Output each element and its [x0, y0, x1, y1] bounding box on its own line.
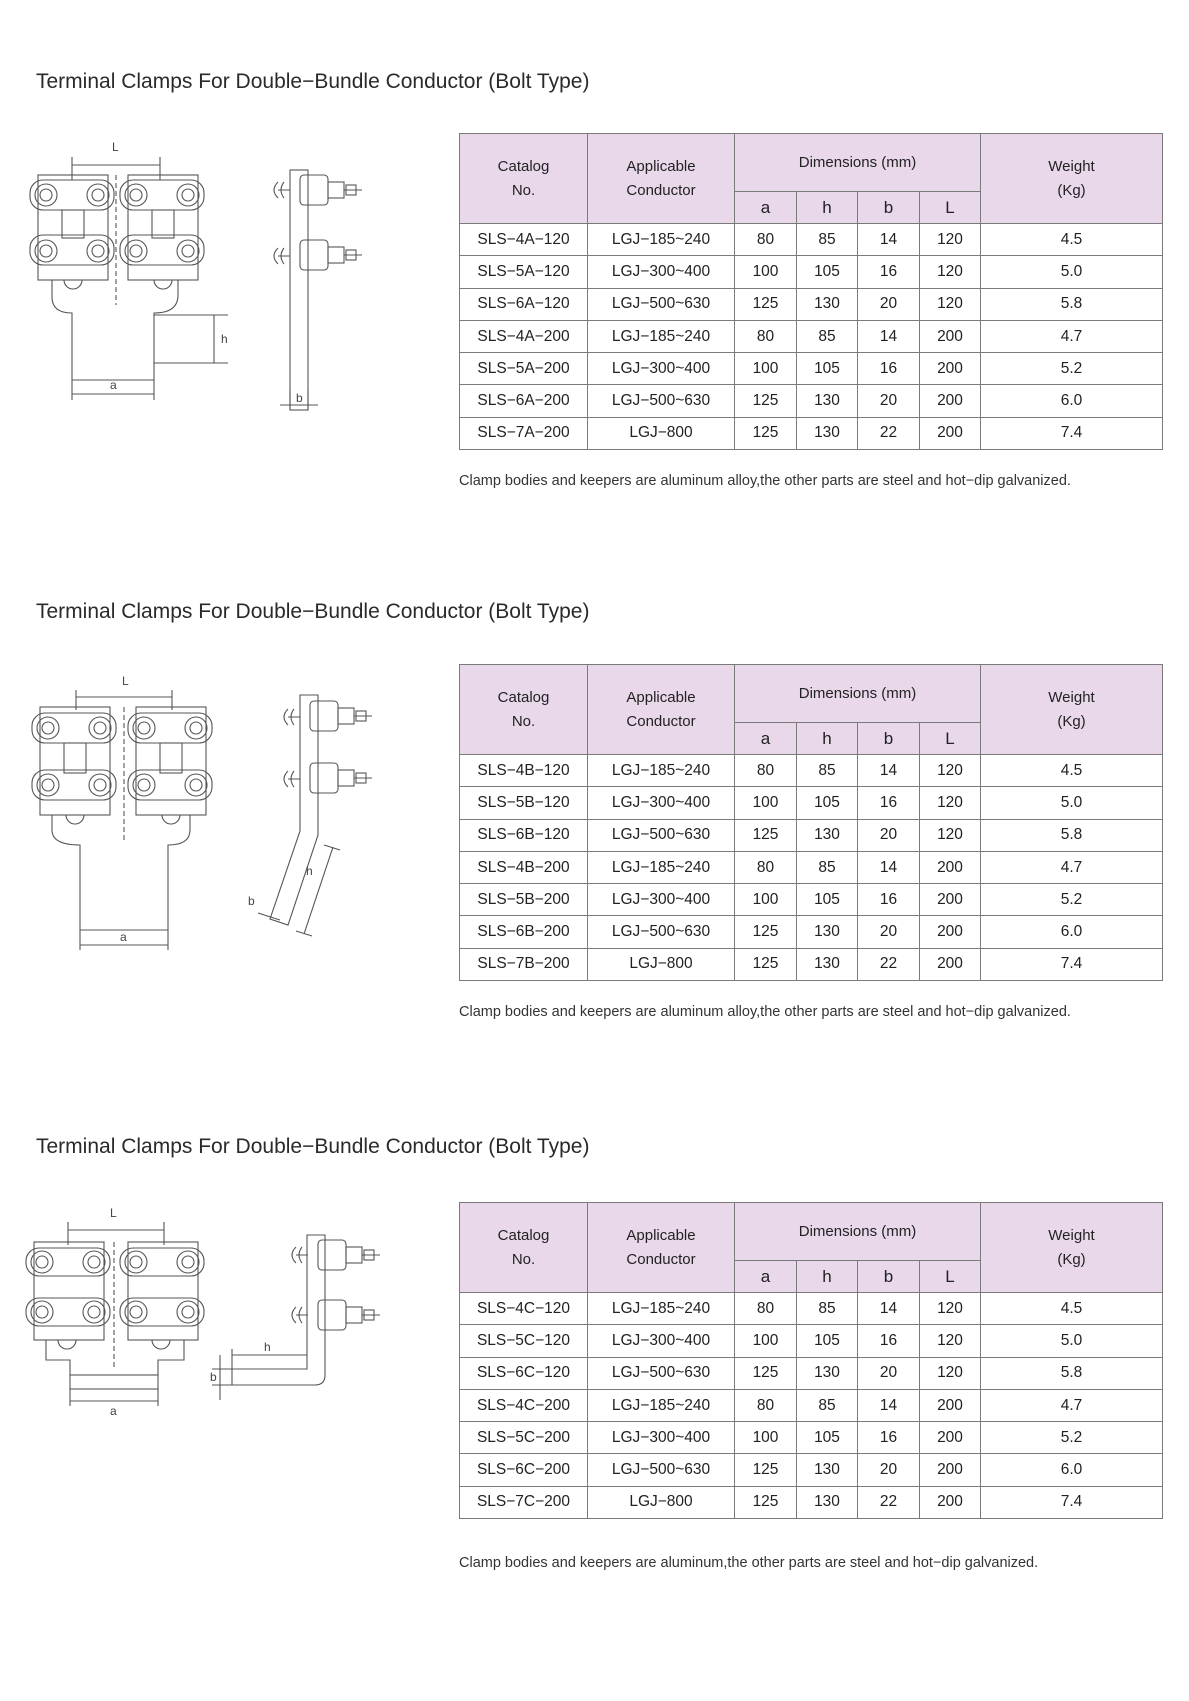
cell-dim-a: 125 — [735, 948, 797, 980]
dim-label-h: h — [264, 1340, 271, 1354]
table-row — [460, 787, 1163, 819]
cell-dim-L: 120 — [920, 224, 981, 256]
cell-conductor: LGJ−500~630 — [588, 916, 735, 948]
cell-dim-a: 125 — [735, 916, 797, 948]
dim-label-L: L — [110, 1206, 117, 1220]
table-row — [460, 1293, 1163, 1325]
col-catalog-header: Catalog No. — [460, 1203, 588, 1293]
clamp-side-view-drawing — [240, 695, 400, 955]
dim-label-a: a — [120, 930, 127, 944]
cell-conductor: LGJ−500~630 — [588, 819, 735, 851]
table-row — [460, 1422, 1163, 1454]
cell-conductor: LGJ−185~240 — [588, 224, 735, 256]
cell-weight: 5.2 — [981, 1422, 1163, 1454]
cell-dim-a: 125 — [735, 417, 797, 449]
cell-dim-L: 200 — [920, 1422, 981, 1454]
clamp-front-view-drawing — [24, 1200, 224, 1460]
cell-conductor: LGJ−800 — [588, 1486, 735, 1518]
cell-dim-b: 20 — [858, 819, 920, 851]
cell-dim-h: 85 — [797, 320, 858, 352]
cell-weight: 5.2 — [981, 884, 1163, 916]
cell-dim-h: 105 — [797, 1325, 858, 1357]
cell-dim-b: 20 — [858, 288, 920, 320]
cell-dim-h: 105 — [797, 787, 858, 819]
table-row — [460, 948, 1163, 980]
cell-dim-L: 120 — [920, 1293, 981, 1325]
cell-conductor: LGJ−300~400 — [588, 787, 735, 819]
cell-weight: 5.8 — [981, 819, 1163, 851]
dim-label-h: h — [221, 332, 228, 346]
col-a-header: a — [735, 723, 797, 755]
table-row — [460, 256, 1163, 288]
cell-weight: 5.0 — [981, 1325, 1163, 1357]
cell-catalog-no: SLS−4B−120 — [460, 755, 588, 787]
dim-label-a: a — [110, 378, 117, 392]
cell-dim-h: 130 — [797, 948, 858, 980]
cell-dim-a: 80 — [735, 1293, 797, 1325]
cell-catalog-no: SLS−4A−200 — [460, 320, 588, 352]
dim-label-b: b — [296, 391, 303, 405]
cell-dim-L: 200 — [920, 1454, 981, 1486]
cell-dim-b: 22 — [858, 1486, 920, 1518]
cell-dim-L: 200 — [920, 948, 981, 980]
cell-dim-L: 200 — [920, 916, 981, 948]
cell-dim-L: 120 — [920, 819, 981, 851]
table-row — [460, 320, 1163, 352]
cell-dim-h: 85 — [797, 1293, 858, 1325]
col-b-header: b — [858, 192, 920, 224]
col-L-header: L — [920, 192, 981, 224]
table-row — [460, 755, 1163, 787]
col-h-header: h — [797, 1261, 858, 1293]
cell-dim-b: 22 — [858, 948, 920, 980]
cell-dim-a: 80 — [735, 320, 797, 352]
col-b-header: b — [858, 1261, 920, 1293]
col-dimensions-header: Dimensions (mm) — [735, 1203, 981, 1261]
cell-dim-h: 85 — [797, 224, 858, 256]
col-catalog-header: Catalog No. — [460, 665, 588, 755]
cell-dim-b: 20 — [858, 1357, 920, 1389]
cell-catalog-no: SLS−5C−120 — [460, 1325, 588, 1357]
cell-catalog-no: SLS−6C−200 — [460, 1454, 588, 1486]
cell-dim-b: 14 — [858, 224, 920, 256]
cell-conductor: LGJ−300~400 — [588, 884, 735, 916]
cell-dim-a: 125 — [735, 385, 797, 417]
col-b-header: b — [858, 723, 920, 755]
cell-catalog-no: SLS−5B−120 — [460, 787, 588, 819]
table-row — [460, 385, 1163, 417]
cell-dim-a: 80 — [735, 755, 797, 787]
cell-catalog-no: SLS−7C−200 — [460, 1486, 588, 1518]
col-h-header: h — [797, 723, 858, 755]
cell-weight: 4.5 — [981, 1293, 1163, 1325]
clamp-front-view-drawing — [28, 135, 228, 405]
cell-dim-h: 85 — [797, 755, 858, 787]
cell-dim-b: 16 — [858, 1325, 920, 1357]
cell-catalog-no: SLS−5B−200 — [460, 884, 588, 916]
table-row — [460, 353, 1163, 385]
cell-dim-L: 120 — [920, 1357, 981, 1389]
cell-conductor: LGJ−185~240 — [588, 320, 735, 352]
table-row — [460, 819, 1163, 851]
cell-weight: 5.0 — [981, 256, 1163, 288]
cell-dim-L: 200 — [920, 884, 981, 916]
cell-dim-L: 200 — [920, 1389, 981, 1421]
table-row — [460, 1389, 1163, 1421]
cell-dim-b: 16 — [858, 256, 920, 288]
cell-dim-b: 22 — [858, 417, 920, 449]
cell-dim-a: 125 — [735, 1357, 797, 1389]
section-title: Terminal Clamps For Double−Bundle Conductor (Bolt Type) — [36, 600, 590, 623]
table-row — [460, 417, 1163, 449]
cell-weight: 4.7 — [981, 1389, 1163, 1421]
cell-dim-h: 130 — [797, 1454, 858, 1486]
cell-conductor: LGJ−300~400 — [588, 256, 735, 288]
cell-weight: 4.5 — [981, 755, 1163, 787]
cell-dim-b: 16 — [858, 1422, 920, 1454]
col-dimensions-header: Dimensions (mm) — [735, 134, 981, 192]
cell-dim-a: 100 — [735, 353, 797, 385]
cell-dim-L: 120 — [920, 755, 981, 787]
cell-dim-L: 200 — [920, 320, 981, 352]
cell-conductor: LGJ−500~630 — [588, 385, 735, 417]
cell-weight: 5.8 — [981, 1357, 1163, 1389]
cell-weight: 4.7 — [981, 851, 1163, 883]
col-catalog-header: Catalog No. — [460, 134, 588, 224]
col-L-header: L — [920, 723, 981, 755]
cell-dim-h: 130 — [797, 916, 858, 948]
table-row — [460, 884, 1163, 916]
cell-dim-L: 200 — [920, 353, 981, 385]
cell-dim-a: 100 — [735, 787, 797, 819]
cell-conductor: LGJ−500~630 — [588, 288, 735, 320]
col-a-header: a — [735, 192, 797, 224]
table-row — [460, 1325, 1163, 1357]
cell-conductor: LGJ−185~240 — [588, 1293, 735, 1325]
col-conductor-header: Applicable Conductor — [588, 665, 735, 755]
cell-dim-h: 85 — [797, 851, 858, 883]
cell-dim-a: 125 — [735, 1486, 797, 1518]
table-row — [460, 1486, 1163, 1518]
spec-table — [459, 1202, 1163, 1519]
cell-dim-a: 100 — [735, 1325, 797, 1357]
cell-dim-h: 130 — [797, 819, 858, 851]
col-a-header: a — [735, 1261, 797, 1293]
cell-weight: 7.4 — [981, 1486, 1163, 1518]
cell-catalog-no: SLS−4C−200 — [460, 1389, 588, 1421]
cell-dim-L: 120 — [920, 288, 981, 320]
cell-dim-b: 20 — [858, 916, 920, 948]
cell-dim-b: 20 — [858, 1454, 920, 1486]
cell-catalog-no: SLS−5A−120 — [460, 256, 588, 288]
cell-dim-L: 120 — [920, 1325, 981, 1357]
section-title: Terminal Clamps For Double−Bundle Conductor (Bolt Type) — [36, 70, 590, 93]
cell-dim-h: 105 — [797, 1422, 858, 1454]
cell-dim-a: 125 — [735, 819, 797, 851]
cell-dim-L: 200 — [920, 417, 981, 449]
col-weight-header: Weight (Kg) — [981, 134, 1163, 224]
col-dimensions-header: Dimensions (mm) — [735, 665, 981, 723]
cell-dim-h: 130 — [797, 1357, 858, 1389]
col-weight-header: Weight (Kg) — [981, 1203, 1163, 1293]
cell-conductor: LGJ−500~630 — [588, 1357, 735, 1389]
col-conductor-header: Applicable Conductor — [588, 1203, 735, 1293]
cell-weight: 4.7 — [981, 320, 1163, 352]
clamp-side-view-drawing — [212, 1235, 412, 1425]
material-note: Clamp bodies and keepers are aluminum alloy,the other parts are steel and hot−dip galvanized. — [459, 1004, 1071, 1020]
cell-dim-h: 105 — [797, 884, 858, 916]
cell-dim-h: 130 — [797, 417, 858, 449]
cell-dim-h: 130 — [797, 385, 858, 417]
cell-weight: 6.0 — [981, 385, 1163, 417]
cell-weight: 4.5 — [981, 224, 1163, 256]
cell-dim-b: 16 — [858, 353, 920, 385]
cell-weight: 7.4 — [981, 417, 1163, 449]
col-conductor-header: Applicable Conductor — [588, 134, 735, 224]
cell-dim-a: 80 — [735, 1389, 797, 1421]
table-body — [460, 1293, 1163, 1519]
cell-catalog-no: SLS−6A−120 — [460, 288, 588, 320]
cell-dim-b: 16 — [858, 787, 920, 819]
col-weight-header: Weight (Kg) — [981, 665, 1163, 755]
cell-weight: 5.0 — [981, 787, 1163, 819]
section-title: Terminal Clamps For Double−Bundle Conductor (Bolt Type) — [36, 1135, 590, 1158]
dim-label-b: b — [210, 1370, 217, 1384]
cell-weight: 7.4 — [981, 948, 1163, 980]
table-row — [460, 851, 1163, 883]
spec-table — [459, 133, 1163, 450]
cell-catalog-no: SLS−7B−200 — [460, 948, 588, 980]
table-row — [460, 1357, 1163, 1389]
cell-conductor: LGJ−185~240 — [588, 851, 735, 883]
cell-dim-b: 16 — [858, 884, 920, 916]
cell-catalog-no: SLS−6B−200 — [460, 916, 588, 948]
cell-dim-L: 120 — [920, 256, 981, 288]
cell-catalog-no: SLS−6B−120 — [460, 819, 588, 851]
table-row — [460, 288, 1163, 320]
cell-dim-L: 200 — [920, 851, 981, 883]
cell-catalog-no: SLS−6C−120 — [460, 1357, 588, 1389]
dim-label-L: L — [112, 140, 119, 154]
table-row — [460, 224, 1163, 256]
cell-conductor: LGJ−800 — [588, 948, 735, 980]
cell-weight: 5.2 — [981, 353, 1163, 385]
cell-conductor: LGJ−500~630 — [588, 1454, 735, 1486]
material-note: Clamp bodies and keepers are aluminum alloy,the other parts are steel and hot−dip galvanized. — [459, 473, 1071, 489]
cell-conductor: LGJ−800 — [588, 417, 735, 449]
cell-dim-h: 130 — [797, 1486, 858, 1518]
cell-dim-b: 14 — [858, 1389, 920, 1421]
cell-catalog-no: SLS−5C−200 — [460, 1422, 588, 1454]
table-row — [460, 1454, 1163, 1486]
dim-label-b: b — [248, 894, 255, 908]
col-h-header: h — [797, 192, 858, 224]
cell-dim-a: 125 — [735, 288, 797, 320]
cell-dim-a: 100 — [735, 256, 797, 288]
cell-dim-L: 120 — [920, 787, 981, 819]
cell-dim-a: 80 — [735, 224, 797, 256]
cell-catalog-no: SLS−7A−200 — [460, 417, 588, 449]
cell-dim-h: 105 — [797, 353, 858, 385]
dim-label-a: a — [110, 1404, 117, 1418]
cell-catalog-no: SLS−4B−200 — [460, 851, 588, 883]
cell-conductor: LGJ−300~400 — [588, 1325, 735, 1357]
cell-dim-b: 14 — [858, 1293, 920, 1325]
cell-dim-a: 100 — [735, 884, 797, 916]
cell-catalog-no: SLS−4A−120 — [460, 224, 588, 256]
cell-dim-h: 130 — [797, 288, 858, 320]
clamp-front-view-drawing — [28, 665, 228, 955]
cell-dim-b: 14 — [858, 320, 920, 352]
cell-conductor: LGJ−185~240 — [588, 1389, 735, 1421]
clamp-side-view-drawing — [270, 170, 390, 410]
cell-dim-h: 105 — [797, 256, 858, 288]
cell-catalog-no: SLS−6A−200 — [460, 385, 588, 417]
cell-dim-a: 80 — [735, 851, 797, 883]
cell-dim-a: 100 — [735, 1422, 797, 1454]
dim-label-h: h — [306, 864, 313, 878]
cell-conductor: LGJ−185~240 — [588, 755, 735, 787]
spec-table — [459, 664, 1163, 981]
cell-conductor: LGJ−300~400 — [588, 1422, 735, 1454]
cell-dim-L: 200 — [920, 1486, 981, 1518]
cell-dim-h: 85 — [797, 1389, 858, 1421]
cell-weight: 6.0 — [981, 916, 1163, 948]
cell-weight: 6.0 — [981, 1454, 1163, 1486]
cell-dim-a: 125 — [735, 1454, 797, 1486]
cell-catalog-no: SLS−4C−120 — [460, 1293, 588, 1325]
cell-dim-L: 200 — [920, 385, 981, 417]
cell-dim-b: 20 — [858, 385, 920, 417]
table-row — [460, 916, 1163, 948]
col-L-header: L — [920, 1261, 981, 1293]
cell-weight: 5.8 — [981, 288, 1163, 320]
dim-label-L: L — [122, 674, 129, 688]
material-note: Clamp bodies and keepers are aluminum,the other parts are steel and hot−dip galvanized. — [459, 1555, 1039, 1571]
cell-catalog-no: SLS−5A−200 — [460, 353, 588, 385]
table-body — [460, 224, 1163, 450]
table-body — [460, 755, 1163, 981]
cell-dim-b: 14 — [858, 851, 920, 883]
cell-dim-b: 14 — [858, 755, 920, 787]
cell-conductor: LGJ−300~400 — [588, 353, 735, 385]
